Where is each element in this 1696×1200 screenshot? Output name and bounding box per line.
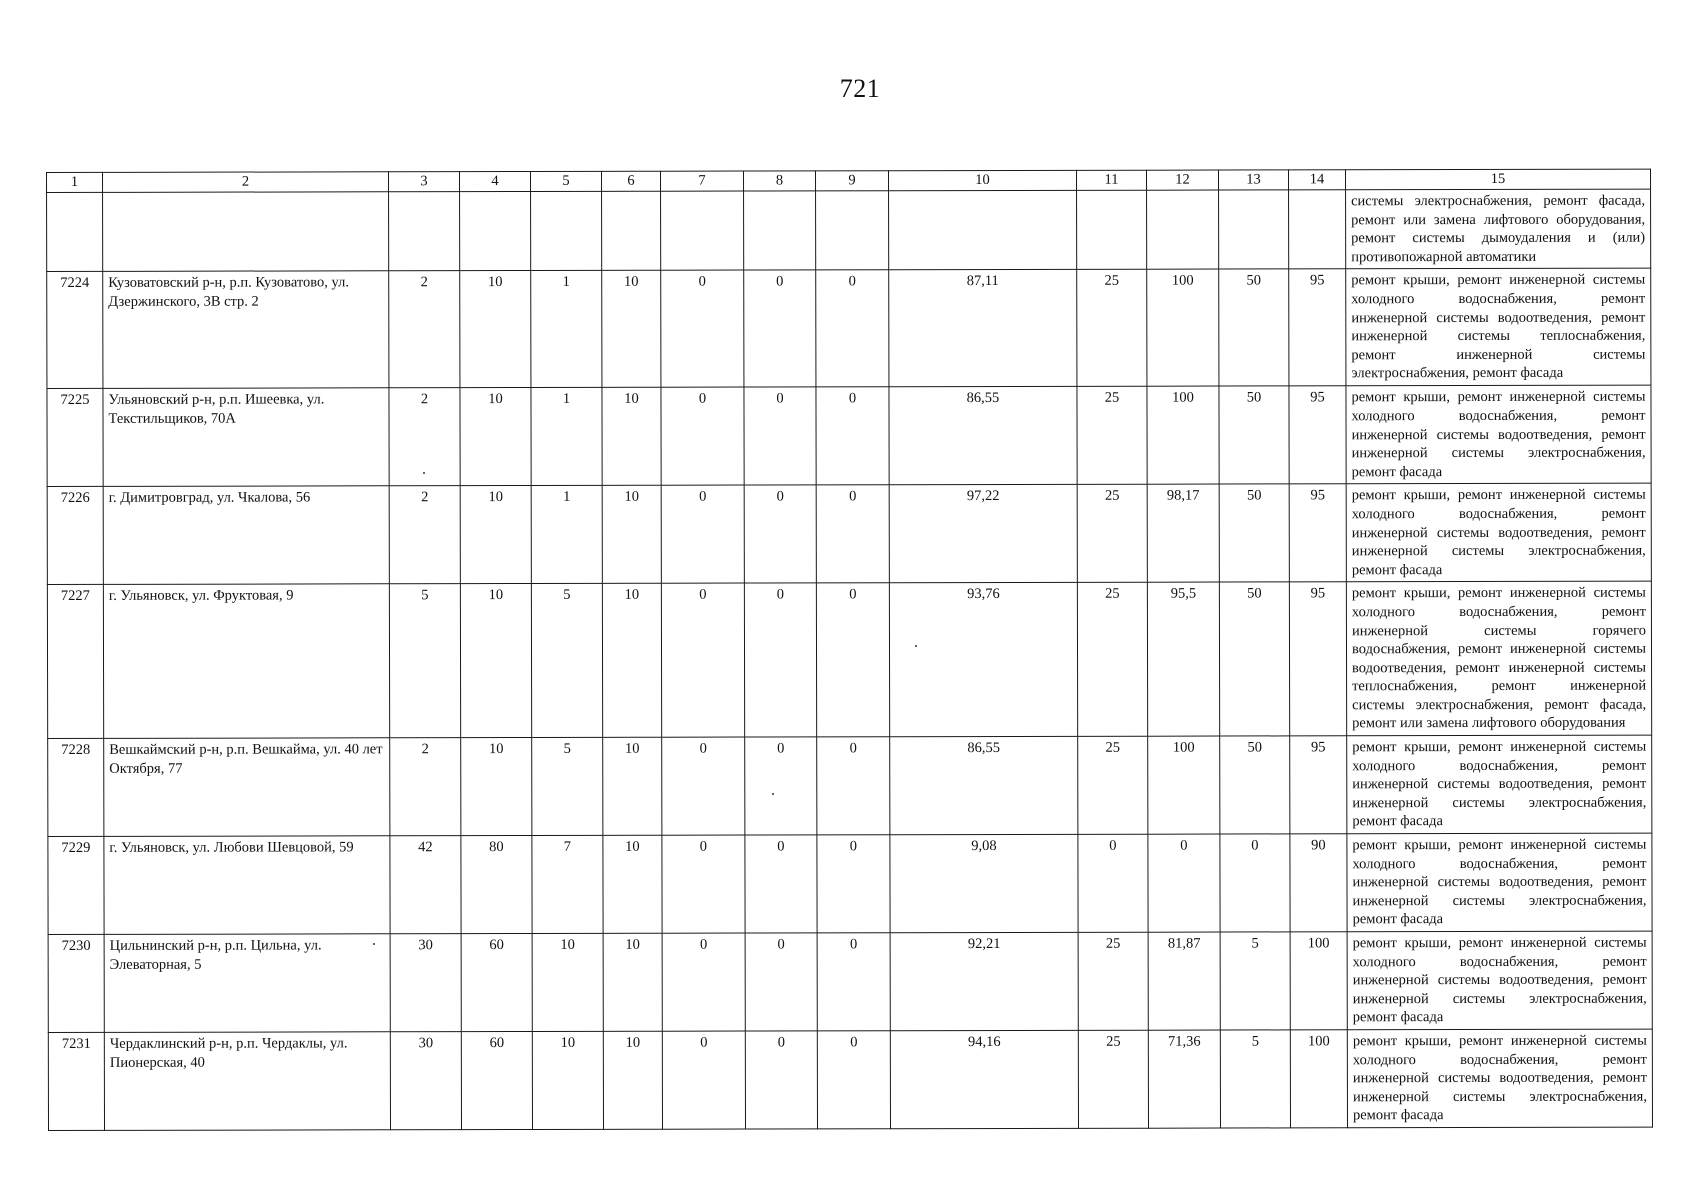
- value-cell-c14: 100: [1290, 932, 1347, 1030]
- value-cell-c5: 1: [531, 486, 602, 584]
- empty-cell: [1289, 190, 1346, 269]
- value-cell-c12: 71,36: [1148, 1030, 1220, 1128]
- works-line: холодного водоснабжения, ремонт: [1352, 953, 1647, 970]
- address-cell: Вешкаймский р-н, р.п. Вешкайма, ул. 40 лет Октября, 77: [104, 738, 390, 837]
- works-line: ремонт фасада: [1352, 1107, 1444, 1124]
- empty-cell: [1147, 190, 1219, 270]
- empty-cell: [103, 192, 389, 272]
- works-line: инженерной системы водоотведения, ремонт: [1352, 971, 1647, 989]
- works-line: системы электроснабжения, ремонт фасада,: [1352, 696, 1647, 714]
- value-cell-c9: 0: [816, 583, 889, 737]
- value-cell-c9: 0: [816, 485, 889, 583]
- value-cell-c11: 25: [1077, 387, 1147, 485]
- value-cell-c11: 25: [1077, 583, 1147, 737]
- value-cell-c7: 0: [661, 270, 744, 387]
- value-cell-c10: 87,11: [889, 270, 1077, 387]
- address-cell: Цильнинский р-н, р.п. Цильна, ул. Элеваторная, 5: [104, 934, 390, 1033]
- address-cell: Ульяновский р-н, р.п. Ишеевка, ул. Текстильщиков, 70А: [103, 388, 389, 487]
- works-line: холодного водоснабжения, ремонт: [1351, 290, 1646, 308]
- value-cell-c9: 0: [817, 737, 890, 835]
- value-cell-c4: 10: [460, 486, 531, 584]
- works-line: холодного водоснабжения, ремонт: [1351, 505, 1646, 523]
- value-cell-c5: 10: [532, 933, 603, 1031]
- header-col-9: 9: [815, 171, 888, 191]
- works-line: инженерной системы водоотведения, ремонт: [1352, 1069, 1647, 1087]
- empty-cell: [744, 191, 816, 271]
- value-cell-c8: 0: [744, 387, 816, 485]
- empty-cell: [816, 191, 889, 271]
- value-cell-c7: 0: [662, 835, 745, 933]
- empty-cell: [460, 191, 531, 271]
- address-cell: г. Ульяновск, ул. Любови Шевцовой, 59: [104, 836, 390, 935]
- value-cell-c14: 95: [1289, 484, 1346, 582]
- works-cell: [1346, 581, 1651, 735]
- works-line: инженерной системы водоотведения, ремонт: [1351, 309, 1646, 326]
- empty-cell: [602, 191, 661, 270]
- header-col-6: 6: [601, 171, 660, 191]
- header-col-5: 5: [531, 171, 602, 191]
- row-number: 7226: [47, 487, 103, 585]
- works-line: ремонт фасада: [1352, 911, 1444, 928]
- value-cell-c13: 50: [1220, 736, 1290, 834]
- value-cell-c10: 86,55: [889, 387, 1077, 485]
- value-cell-c3: 42: [390, 836, 461, 934]
- value-cell-c3: 2: [389, 486, 460, 584]
- works-line: холодного водоснабжения, ремонт: [1351, 603, 1646, 621]
- header-col-10: 10: [888, 170, 1076, 190]
- works-line: инженерной системы водоотведения, ремонт: [1351, 524, 1646, 541]
- value-cell-c7: 0: [662, 1031, 745, 1129]
- works-line: ремонт фасада: [1351, 561, 1443, 578]
- works-line: инженерной системы электроснабжения,: [1351, 542, 1646, 560]
- table-row: [47, 581, 1651, 738]
- works-line: противопожарной автоматики: [1351, 248, 1537, 266]
- value-cell-c12: 81,87: [1148, 932, 1220, 1030]
- row-number: 7224: [47, 272, 103, 389]
- value-cell-c12: 100: [1147, 386, 1219, 484]
- works-line: ремонт фасада: [1352, 813, 1443, 830]
- registry-sheet: [46, 169, 1652, 1131]
- value-cell-c5: 10: [532, 1031, 603, 1129]
- value-cell-c5: 5: [531, 584, 602, 738]
- value-cell-c11: 25: [1078, 932, 1148, 1030]
- value-cell-c7: 0: [662, 737, 745, 835]
- value-cell-c14: 100: [1290, 1030, 1347, 1128]
- value-cell-c4: 10: [460, 271, 531, 388]
- works-line: теплоснабжения, ремонт инженерной: [1352, 677, 1647, 695]
- empty-cell: [1077, 190, 1147, 270]
- value-cell-c6: 10: [603, 737, 662, 835]
- works-line: холодного водоснабжения, ремонт: [1352, 1051, 1647, 1068]
- value-cell-c8: 0: [745, 835, 817, 933]
- works-line: инженерной системы электроснабжения,: [1351, 444, 1646, 462]
- value-cell-c3: 5: [389, 584, 460, 738]
- scan-speck: [373, 943, 375, 945]
- table-row: [47, 386, 1651, 487]
- value-cell-c12: 100: [1148, 736, 1220, 834]
- empty-cell: [661, 191, 744, 271]
- value-cell-c8: 0: [744, 583, 816, 737]
- address-cell: г. Ульяновск, ул. Фруктовая, 9: [103, 584, 389, 738]
- value-cell-c14: 95: [1290, 736, 1347, 834]
- row-number: 7228: [48, 738, 104, 836]
- table-row: [48, 735, 1652, 836]
- value-cell-c6: 10: [603, 835, 662, 933]
- header-col-15: 15: [1345, 169, 1650, 190]
- value-cell-c9: 0: [817, 1031, 890, 1129]
- page-number: 721: [839, 74, 881, 103]
- value-cell-c13: 50: [1219, 484, 1289, 582]
- value-cell-c11: 25: [1078, 1030, 1148, 1128]
- value-cell-c5: 5: [532, 737, 603, 835]
- value-cell-c13: 5: [1220, 932, 1290, 1030]
- header-col-2: 2: [103, 172, 389, 193]
- works-cell: [1346, 483, 1651, 582]
- works-line: инженерной системы электроснабжения,: [1352, 794, 1647, 812]
- value-cell-c13: 50: [1219, 269, 1289, 386]
- works-line: ремонт крыши, ремонт инженерной системы: [1352, 1032, 1647, 1050]
- header-col-7: 7: [660, 171, 743, 191]
- value-cell-c10: 9,08: [890, 834, 1078, 932]
- works-line: холодного водоснабжения, ремонт: [1352, 855, 1647, 872]
- value-cell-c12: 100: [1147, 269, 1219, 386]
- works-line: ремонт крыши, ремонт инженерной системы: [1351, 584, 1646, 602]
- works-line: ремонт крыши, ремонт инженерной системы: [1351, 486, 1646, 504]
- empty-cell: [889, 190, 1077, 270]
- header-col-11: 11: [1076, 170, 1146, 190]
- value-cell-c4: 60: [461, 1031, 532, 1129]
- works-line: ремонт крыши, ремонт инженерной системы: [1352, 738, 1647, 756]
- value-cell-c13: 5: [1220, 1030, 1290, 1128]
- value-cell-c13: 50: [1219, 582, 1289, 736]
- value-cell-c6: 10: [603, 933, 662, 1031]
- works-cell: [1347, 1029, 1652, 1128]
- value-cell-c13: 0: [1220, 834, 1290, 932]
- works-line: ремонт или замена лифтового оборудования,: [1351, 211, 1646, 228]
- works-line: ремонт крыши, ремонт инженерной системы: [1351, 389, 1646, 406]
- value-cell-c4: 10: [460, 388, 531, 486]
- works-line: ремонт крыши, ремонт инженерной системы: [1352, 836, 1647, 854]
- value-cell-c10: 86,55: [890, 736, 1078, 834]
- works-line: водоснабжения, ремонт инженерной системы: [1351, 640, 1647, 658]
- value-cell-c7: 0: [662, 933, 745, 1031]
- works-line: системы электроснабжения, ремонт фасада,: [1351, 192, 1646, 210]
- value-cell-c5: 7: [532, 835, 603, 933]
- value-cell-c10: 97,22: [889, 485, 1077, 583]
- table-body: [47, 189, 1653, 1130]
- works-cell: [1346, 189, 1651, 269]
- row-number: 7227: [47, 585, 103, 739]
- value-cell-c11: 25: [1078, 736, 1148, 834]
- row-number: 7225: [47, 389, 103, 487]
- value-cell-c6: 10: [602, 388, 661, 486]
- works-line: инженерной системы электроснабжения,: [1352, 892, 1647, 910]
- table-row: [48, 1029, 1652, 1130]
- value-cell-c9: 0: [817, 835, 890, 933]
- works-line: ремонт или замена лифтового оборудования: [1352, 715, 1626, 732]
- works-line: ремонт фасада: [1351, 463, 1443, 481]
- address-cell: г. Димитровград, ул. Чкалова, 56: [103, 486, 389, 585]
- value-cell-c6: 10: [602, 486, 661, 584]
- empty-cell: [1219, 190, 1289, 270]
- value-cell-c3: 30: [390, 1032, 461, 1130]
- continuation-row: [47, 189, 1651, 272]
- row-number: 7229: [48, 836, 104, 934]
- works-line: ремонт фасада: [1352, 1009, 1444, 1026]
- value-cell-c10: 94,16: [890, 1030, 1078, 1128]
- value-cell-c12: 0: [1148, 834, 1220, 932]
- value-cell-c8: 0: [745, 1031, 817, 1129]
- value-cell-c7: 0: [661, 485, 744, 583]
- value-cell-c11: 25: [1077, 485, 1147, 583]
- row-number: 7230: [48, 934, 104, 1032]
- works-line: холодного водоснабжения, ремонт: [1352, 757, 1647, 774]
- scan-speck: [423, 472, 425, 474]
- value-cell-c4: 10: [461, 738, 532, 836]
- header-col-8: 8: [743, 171, 815, 191]
- value-cell-c10: 93,76: [889, 583, 1077, 737]
- value-cell-c6: 10: [602, 584, 661, 738]
- empty-cell: [47, 192, 103, 271]
- value-cell-c3: 2: [390, 738, 461, 836]
- header-col-13: 13: [1218, 170, 1288, 190]
- header-col-4: 4: [460, 171, 531, 191]
- value-cell-c6: 10: [602, 271, 661, 388]
- value-cell-c3: 2: [389, 388, 460, 486]
- value-cell-c9: 0: [817, 933, 890, 1031]
- works-line: ремонт инженерной системы: [1351, 346, 1646, 364]
- table-row: [47, 483, 1651, 584]
- works-cell: [1346, 269, 1651, 387]
- works-cell: [1346, 386, 1651, 485]
- works-line: инженерной системы теплоснабжения,: [1351, 327, 1646, 345]
- value-cell-c14: 90: [1290, 834, 1347, 932]
- value-cell-c9: 0: [816, 270, 889, 387]
- scan-speck: [772, 793, 774, 795]
- registry-table: [46, 169, 1653, 1131]
- value-cell-c12: 98,17: [1147, 484, 1219, 582]
- empty-cell: [389, 192, 460, 272]
- value-cell-c8: 0: [744, 270, 816, 387]
- header-col-14: 14: [1288, 170, 1345, 190]
- address-cell: Кузоватовский р-н, р.п. Кузоватово, ул. Дзержинского, 3В стр. 2: [103, 271, 389, 389]
- value-cell-c11: 0: [1078, 834, 1148, 932]
- row-number: 7231: [48, 1032, 104, 1130]
- value-cell-c3: 30: [390, 934, 461, 1032]
- value-cell-c14: 95: [1289, 269, 1346, 386]
- header-col-1: 1: [47, 172, 103, 192]
- works-cell: [1347, 735, 1652, 834]
- value-cell-c4: 60: [461, 933, 532, 1031]
- works-line: ремонт крыши, ремонт инженерной системы: [1352, 934, 1647, 952]
- table-row: [47, 269, 1651, 389]
- value-cell-c8: 0: [744, 485, 816, 583]
- value-cell-c7: 0: [661, 387, 744, 485]
- works-line: ремонт системы дымоудаления и (или): [1351, 229, 1646, 247]
- header-col-3: 3: [389, 172, 460, 192]
- works-line: инженерной системы горячего: [1351, 622, 1646, 639]
- value-cell-c8: 0: [745, 737, 817, 835]
- works-line: инженерной системы водоотведения, ремонт: [1352, 775, 1647, 793]
- value-cell-c9: 0: [816, 387, 889, 485]
- value-cell-c4: 10: [460, 584, 531, 738]
- table-row: [48, 833, 1652, 934]
- value-cell-c6: 10: [603, 1031, 662, 1129]
- value-cell-c3: 2: [389, 271, 460, 388]
- works-line: электроснабжения, ремонт фасада: [1351, 365, 1564, 382]
- empty-cell: [531, 191, 602, 271]
- value-cell-c5: 1: [531, 388, 602, 486]
- value-cell-c8: 0: [745, 933, 817, 1031]
- value-cell-c13: 50: [1219, 386, 1289, 484]
- works-cell: [1347, 833, 1652, 932]
- works-line: инженерной системы электроснабжения,: [1352, 990, 1647, 1008]
- works-line: ремонт крыши, ремонт инженерной системы: [1351, 272, 1646, 289]
- value-cell-c7: 0: [661, 583, 744, 737]
- value-cell-c11: 25: [1077, 270, 1147, 387]
- value-cell-c14: 95: [1289, 582, 1346, 736]
- works-line: инженерной системы водоотведения, ремонт: [1351, 426, 1646, 443]
- value-cell-c5: 1: [531, 271, 602, 388]
- value-cell-c4: 80: [461, 836, 532, 934]
- header-col-12: 12: [1146, 170, 1218, 190]
- address-cell: Чердаклинский р-н, р.п. Чердаклы, ул. Пионерская, 40: [104, 1032, 390, 1131]
- works-line: холодного водоснабжения, ремонт: [1351, 407, 1646, 425]
- scan-speck: [915, 645, 917, 647]
- works-line: инженерной системы водоотведения, ремонт: [1352, 873, 1647, 891]
- works-line: инженерной системы электроснабжения,: [1352, 1088, 1647, 1106]
- table-row: [48, 931, 1652, 1032]
- value-cell-c10: 92,21: [890, 932, 1078, 1030]
- works-line: водоотведения, ремонт инженерной системы: [1352, 659, 1647, 676]
- value-cell-c12: 95,5: [1147, 582, 1219, 736]
- works-cell: [1347, 931, 1652, 1030]
- value-cell-c14: 95: [1289, 386, 1346, 484]
